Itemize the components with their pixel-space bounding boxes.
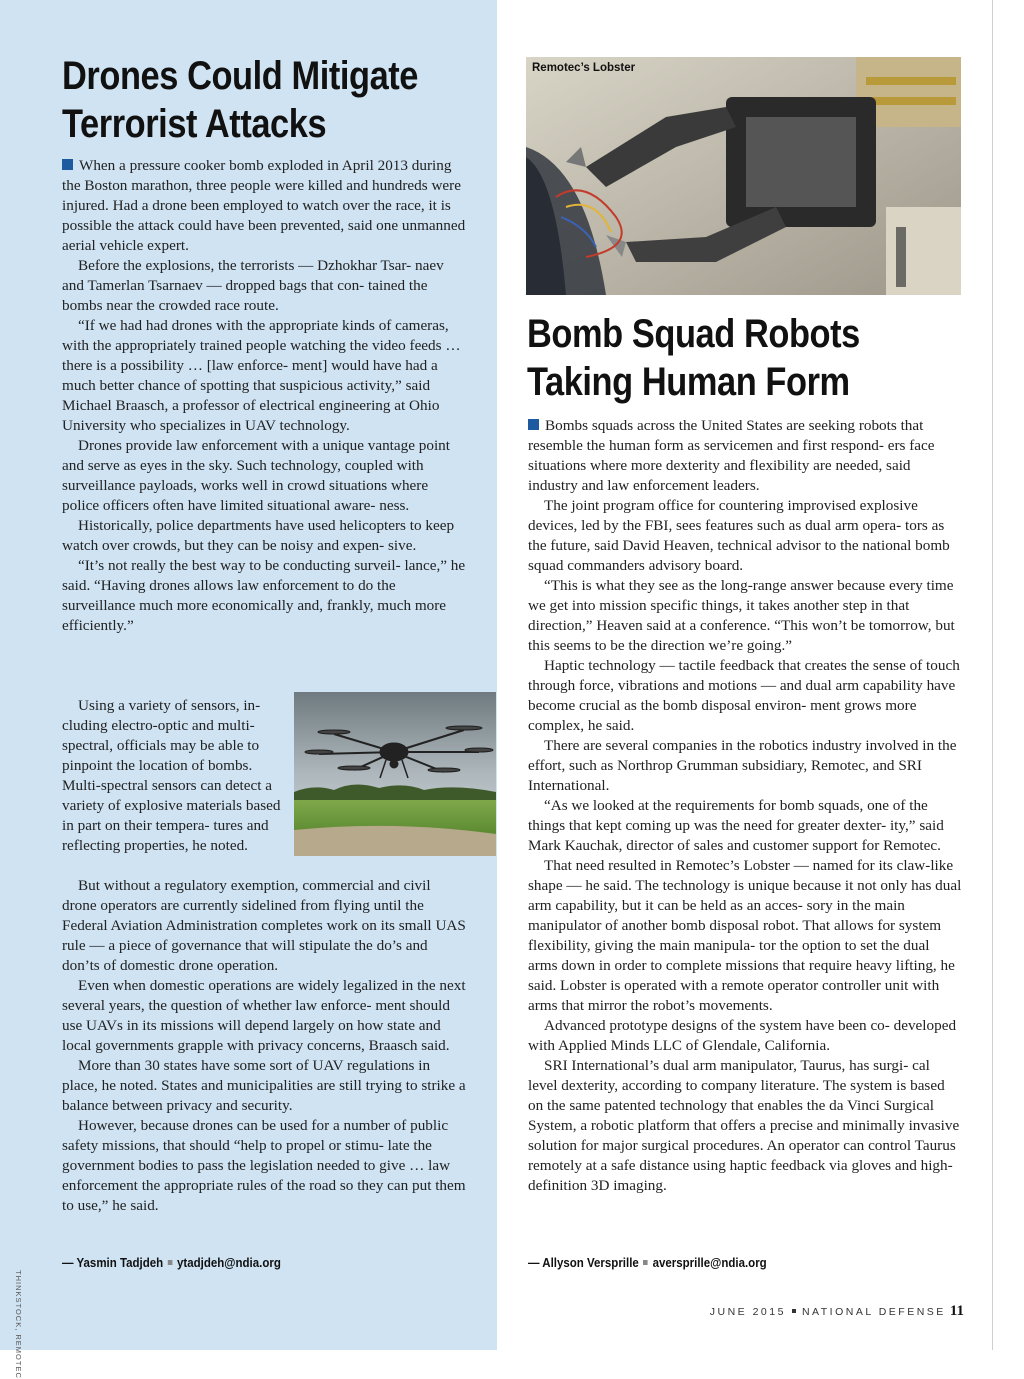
article-paragraph: “As we looked at the requirements for bomb squads, one of the things that kept coming up was the need for greater dexter- ity,” said Mark Kauchak, director of sales and customer support for Remotec.: [528, 797, 944, 854]
article-paragraph: The joint program office for countering improvised explosive devices, led by the FBI, sees features such as dual arm opera- tors as the future, said David Heaven, technical advisor to the national bomb squad commanders advisory board.: [528, 497, 950, 574]
right-headline: [527, 310, 860, 406]
article-paragraph: SRI International’s dual arm manipulator, Taurus, has surgi- cal level dexterity, according to company literature. The system is based on the same patented technology that enables the da Vinci Surgical System, a robotic platform that offers a precise and minimally invasive solution for major surgical procedures. An operator can control Taurus remotely at a safe distance using haptic feedback via gloves and high-definition 3D imaging.: [528, 1057, 960, 1194]
byline-separator-icon: [168, 1260, 173, 1265]
article-paragraph: “If we had had drones with the appropriate kinds of cameras, with the appropriately trained people watching the video feeds … there is a possibility … [law enforce- ment] would have had a much better chance of spotting that suspicious activity,” said Michael Braasch, a professor of electrical engineering at Ohio University who specializes in UAV technology.: [62, 317, 461, 434]
article-paragraph: Historically, police departments have used helicopters to keep watch over crowds, but they can be noisy and expen- sive.: [62, 517, 455, 554]
footer-publication: NATIONAL DEFENSE: [801, 1306, 946, 1318]
page-edge-rule: [992, 0, 993, 1350]
article-paragraph: Haptic technology — tactile feedback that creates the sense of touch through force, vibrations and motions — and dual arm capability have become crucial as the bomb disposal environ- ment grows more complex, he said.: [528, 657, 960, 734]
page-footer: [710, 1303, 964, 1320]
right-byline: [528, 1256, 767, 1270]
left-byline-email[interactable]: ytadjdeh@ndia.org: [177, 1256, 281, 1270]
article-paragraph: Before the explosions, the terrorists — Dzhokhar Tsar- naev and Tamerlan Tsarnaev — dropped bags that con- tained the bombs near the crowded race route.: [62, 257, 444, 314]
article-paragraph: Advanced prototype designs of the system have been co- developed with Applied Minds LLC of Glendale, California.: [528, 1017, 957, 1054]
page-number: 11: [949, 1303, 964, 1319]
right-headline-line1: Bomb Squad Robots: [527, 312, 860, 356]
article-paragraph: Bombs squads across the United States are seeking robots that resemble the human form as servicemen and first respond- ers face situations where more dexterity and flexibility are needed, said industry and law enforcement leaders.: [528, 417, 935, 494]
left-headline-line1: Drones Could Mitigate: [62, 54, 418, 98]
article-paragraph: “This is what they see as the long-range answer because every time we get into mission specific things, it takes another step in that direction,” Heaven said at a conference. “This won’t be tomorrow, but this seems to be the direction we’re going.”: [528, 577, 955, 654]
article-paragraph: Even when domestic operations are widely legalized in the next several years, the question of whether law enforce- ment should use UAVs in its missions will depend largely on how state and local governments grapple with privacy concerns, Braasch said.: [62, 977, 466, 1054]
article-paragraph: But without a regulatory exemption, commercial and civil drone operators are currently sidelined from flying until the Federal Aviation Administration completes work on its small UAS rule — a piece of governance that will stipulate the do’s and don’ts of domestic drone operation.: [62, 877, 466, 974]
left-headline: [62, 52, 418, 148]
footer-separator-icon: [792, 1309, 796, 1313]
footer-date: JUNE 2015: [709, 1306, 786, 1318]
lead-square-icon: [62, 159, 73, 170]
article-paragraph: More than 30 states have some sort of UAV regulations in place, he noted. States and municipalities are still trying to strike a balance between privacy and security.: [62, 1057, 466, 1114]
article-paragraph: There are several companies in the robotics industry involved in the effort, such as Northrop Grumman subsidiary, Remotec, and SRI International.: [528, 737, 957, 794]
photo-caption: Remotec’s Lobster: [532, 62, 636, 74]
byline-separator-icon: [643, 1260, 648, 1265]
right-byline-name: — Allyson Versprille: [528, 1256, 639, 1270]
photo-credit: THINKSTOCK, REMOTEC: [14, 1270, 23, 1379]
lead-square-icon: [528, 419, 539, 430]
left-article-body-bottom: [62, 876, 466, 1216]
article-paragraph: “It’s not really the best way to be conducting surveil- lance,” he said. “Having drones allows law enforcement to do the surveillance much more economically and, frankly, much more efficiently.”: [62, 557, 466, 634]
article-paragraph: Using a variety of sensors, in- cluding electro-optic and multi- spectral, officials may be able to pinpoint the location of bombs. Multi-spectral sensors can detect a variety of explosive materials based in part on their tempera- tures and reflecting properties, he noted.: [62, 697, 281, 854]
article-paragraph: When a pressure cooker bomb exploded in April 2013 during the Boston marathon, three people were killed and hundreds were injured. Had a drone been employed to watch over the race, it is possible the attack could have been prevented, said one unmanned aerial vehicle expert.: [62, 157, 466, 254]
article-paragraph: That need resulted in Remotec’s Lobster — named for its claw-like shape — he said. The technology is unique because it not only has dual arm capability, but it can be held as an acces- sory in the main manipulator of another bomb disposal robot. That allows for system flexibility, giving the main manipula- tor the option to set the dual arms down in order to complete missions that require heavy lifting, he said. Lobster is operated with a remote operator controller unit with arms that mirror the robot’s movements.: [528, 857, 962, 1014]
left-byline-name: — Yasmin Tadjdeh: [62, 1256, 164, 1270]
article-paragraph: However, because drones can be used for a number of public safety missions, that should “help to propel or stimu- late the government bodies to pass the legislation needed to give … law enforcement the appropriate rules of the road so they can put them to use,” he said.: [62, 1117, 466, 1214]
lobster-robot-photo: [526, 57, 961, 295]
left-headline-line2: Terrorist Attacks: [62, 102, 327, 146]
left-article-body-wrap: [62, 696, 284, 856]
left-byline: [62, 1256, 281, 1270]
drone-photo: [294, 692, 496, 856]
left-article-body-top: [62, 156, 466, 636]
article-paragraph: Drones provide law enforcement with a unique vantage point and serve as eyes in the sky. Such technology, coupled with surveillance payloads, works well in crowd situations where police officers often have limited situational aware- ness.: [62, 437, 450, 514]
right-byline-email[interactable]: aversprille@ndia.org: [652, 1256, 767, 1270]
right-article-body: [528, 416, 962, 1196]
right-headline-line2: Taking Human Form: [527, 360, 850, 404]
